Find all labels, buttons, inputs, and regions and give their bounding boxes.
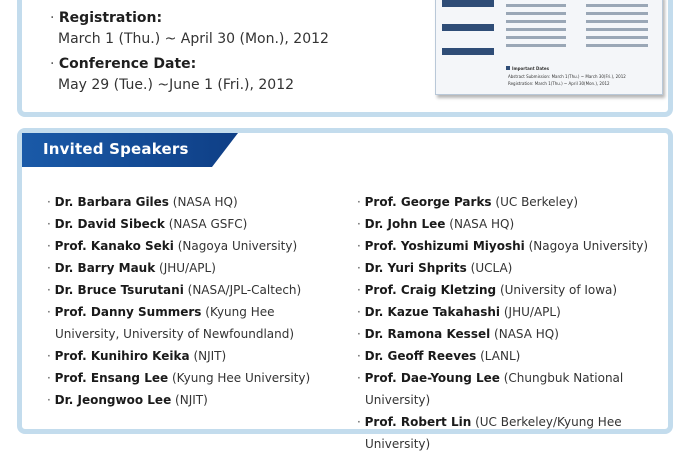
speaker-name: Prof. Yoshizumi Miyoshi (364, 239, 525, 253)
speaker-item (47, 367, 337, 389)
bullet: · (357, 261, 365, 275)
speaker-item (357, 301, 677, 323)
bullet: · (47, 261, 55, 275)
speaker-item (357, 367, 677, 411)
invited-speakers-panel (17, 128, 673, 451)
speaker-name: Dr. Barry Mauk (54, 261, 156, 275)
speaker-affiliation: (Nagoya University) (177, 239, 298, 253)
bullet: · (47, 195, 55, 209)
speaker-item (357, 411, 677, 455)
speaker-name: Prof. Ensang Lee (54, 371, 169, 385)
bullet: · (357, 217, 365, 231)
speaker-affiliation: (NJIT) (175, 393, 208, 407)
bullet: · (357, 283, 365, 297)
bullet: · (357, 305, 365, 319)
speaker-item (47, 389, 337, 411)
speaker-item (47, 213, 337, 235)
speaker-item (47, 279, 337, 301)
speaker-item (357, 323, 677, 345)
speaker-name: Dr. Bruce Tsurutani (54, 283, 184, 297)
thumbnail-registration-line: Registration: March 1(Thu.) ~ April 30(Mon.), 2012 (508, 81, 610, 86)
speaker-item (47, 257, 337, 279)
speaker-name: Prof. Kunihiro Keika (54, 349, 190, 363)
speaker-affiliation: (NASA GSFC) (168, 217, 248, 231)
bullet: · (47, 217, 55, 231)
bullet: · (47, 349, 55, 363)
speaker-affiliation: (JHU/APL) (159, 261, 216, 275)
bullet: · (50, 56, 59, 72)
conference-date-label: Conference Date: (58, 56, 197, 72)
speaker-affiliation: (NASA HQ) (449, 217, 515, 231)
poster-thumbnail[interactable] (435, 0, 663, 95)
bullet: · (357, 195, 365, 209)
speaker-affiliation: (Kyung Hee University, University of Newfoundland) (55, 305, 295, 341)
thumbnail-heading-bar (442, 0, 494, 7)
bullet: · (357, 415, 365, 429)
speaker-affiliation: (LANL) (480, 349, 521, 363)
thumbnail-heading-bar (442, 48, 494, 55)
thumbnail-important-dates: Important Dates (506, 66, 549, 71)
conference-date (50, 54, 294, 96)
speaker-name: Prof. George Parks (364, 195, 492, 209)
section-title: Invited Speakers (43, 140, 189, 158)
speaker-name: Dr. Ramona Kessel (364, 327, 491, 341)
speaker-name: Dr. Jeongwoo Lee (54, 393, 172, 407)
speaker-item (357, 235, 677, 257)
thumbnail-column (586, 0, 648, 52)
bullet: · (357, 349, 365, 363)
speaker-item (357, 279, 677, 301)
registration-value: March 1 (Thu.) ~ April 30 (Mon.), 2012 (58, 31, 329, 47)
speaker-item (357, 191, 677, 213)
speaker-name: Dr. Geoff Reeves (364, 349, 477, 363)
speaker-affiliation: (UC Berkeley/Kyung Hee University) (365, 415, 622, 451)
speaker-item (47, 345, 337, 367)
speaker-name: Dr. Kazue Takahashi (364, 305, 501, 319)
speaker-affiliation: (NASA HQ) (172, 195, 238, 209)
speaker-item (47, 301, 337, 345)
speaker-name: Prof. Robert Lin (364, 415, 472, 429)
thumbnail-abstract-line: Abstract Submission: March 1(Thu.) ~ March 30(Fri.), 2012 (508, 74, 626, 79)
registration-label: Registration: (58, 10, 163, 26)
speaker-affiliation: (UCLA) (470, 261, 513, 275)
speaker-name: Prof. Danny Summers (54, 305, 202, 319)
speaker-affiliation: (Kyung Hee University) (171, 371, 311, 385)
speakers-list-left (47, 191, 337, 411)
speaker-affiliation: (NASA HQ) (494, 327, 559, 341)
speaker-item (47, 191, 337, 213)
bullet: · (47, 371, 55, 385)
speaker-item (357, 345, 677, 367)
speaker-name: Dr. David Sibeck (54, 217, 165, 231)
bullet: · (47, 283, 55, 297)
speaker-name: Dr. John Lee (364, 217, 446, 231)
bullet: · (357, 239, 365, 253)
speaker-affiliation: (University of Iowa) (499, 283, 618, 297)
speaker-item (47, 235, 337, 257)
speaker-affiliation: (NASA/JPL-Caltech) (187, 283, 302, 297)
thumbnail-column (506, 0, 566, 52)
speaker-affiliation: (JHU/APL) (503, 305, 561, 319)
speaker-name: Prof. Dae-Young Lee (364, 371, 500, 385)
bullet: · (47, 239, 55, 253)
speaker-item (357, 257, 677, 279)
speaker-name: Prof. Kanako Seki (54, 239, 174, 253)
speaker-name: Dr. Yuri Shprits (364, 261, 467, 275)
section-banner (22, 133, 238, 167)
bullet: · (47, 305, 55, 319)
speaker-affiliation: (UC Berkeley) (495, 195, 579, 209)
speaker-name: Prof. Craig Kletzing (364, 283, 497, 297)
bullet: · (357, 327, 365, 341)
bullet: · (357, 371, 365, 385)
square-icon (506, 66, 510, 70)
speaker-name: Dr. Barbara Giles (54, 195, 169, 209)
thumbnail-heading-bar (442, 24, 494, 31)
registration-date (50, 8, 329, 50)
conference-date-value: May 29 (Tue.) ~June 1 (Fri.), 2012 (58, 77, 295, 93)
speaker-affiliation: (Chungbuk National University) (365, 371, 624, 407)
speakers-list-right (357, 191, 677, 455)
speaker-affiliation: (Nagoya University) (528, 239, 649, 253)
speaker-affiliation: (NJIT) (193, 349, 227, 363)
dates-panel (17, 0, 673, 117)
bullet: · (47, 393, 55, 407)
bullet: · (50, 10, 59, 26)
speaker-item (357, 213, 677, 235)
